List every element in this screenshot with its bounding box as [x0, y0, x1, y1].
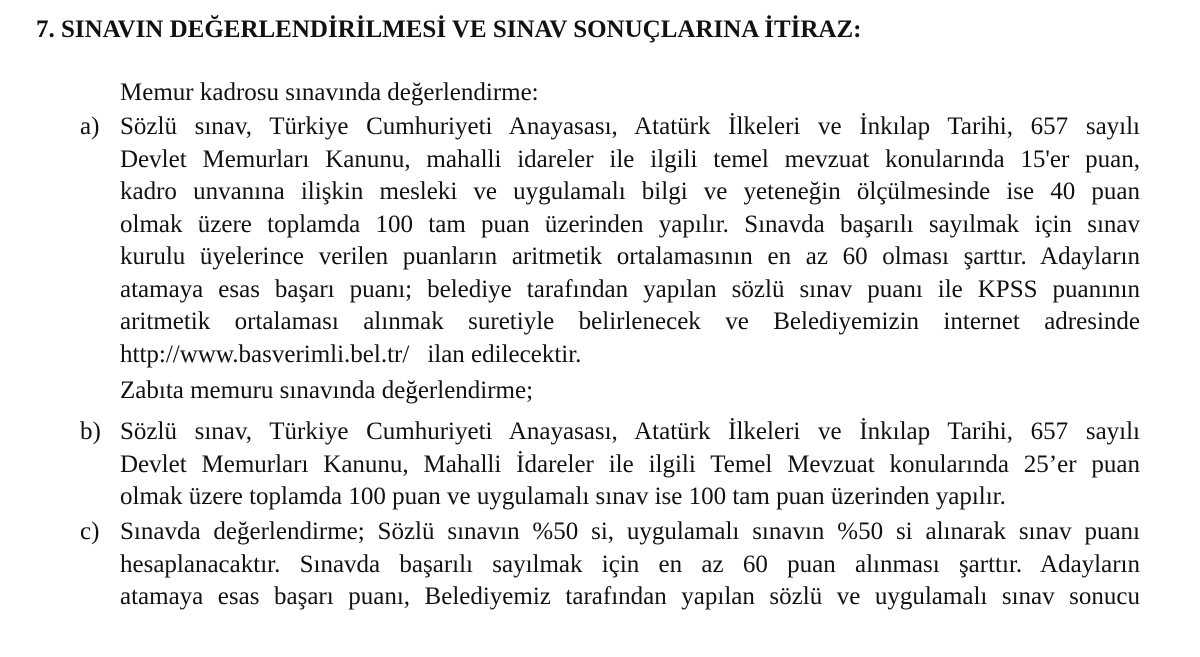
- url-suffix-text: ilan edilecektir.: [427, 340, 582, 368]
- text-line: olmak üzere toplamda 100 puan ve uygulamalı sınav ise 100 tam puan üzerinden yapılır.: [120, 483, 1006, 510]
- text-line: atamaya esas başarı puanı, Belediyemiz tarafından yapılan sözlü ve uygulamalı sınav sonucu: [120, 583, 1140, 610]
- website-url-link[interactable]: http://www.basverimli.bel.tr/: [120, 340, 410, 368]
- text-line: Sözlü sınav, Türkiye Cumhuriyeti Anayasası, Atatürk İlkeleri ve İnkılap Tarihi, 657 sayılı: [120, 113, 1140, 140]
- text-line: kurulu üyelerince verilen puanların aritmetik ortalamasının en az 60 olması şarttır. Adayların: [120, 243, 1140, 270]
- text-line: Devlet Memurları Kanunu, mahalli idareler ile ilgili temel mevzuat konularında 15'er puan,: [120, 145, 1140, 173]
- text-line: atamaya esas başarı puanı; belediye tarafından yapılan sözlü sınav puanı ile KPSS puanının: [120, 275, 1140, 303]
- text-line: Devlet Memurları Kanunu, Mahalli İdareler ile ilgili Temel Mevzuat konularında 25’er puan: [120, 450, 1140, 478]
- intro-memur-evaluation: Memur kadrosu sınavında değerlendirme:: [120, 79, 539, 106]
- text-line: kadro unvanına ilişkin mesleki ve uygulamalı bilgi ve yeteneğin ölçülmesinde ise 40 puan: [120, 178, 1140, 205]
- text-line: [120, 339, 1140, 372]
- list-marker-c: c): [80, 518, 100, 545]
- list-marker-a: a): [80, 113, 100, 140]
- list-marker-b: b): [80, 418, 101, 445]
- list-item-c-text: [120, 516, 1140, 614]
- text-line: Sözlü sınav, Türkiye Cumhuriyeti Anayasası, Atatürk İlkeleri ve İnkılap Tarihi, 657 sayılı: [120, 418, 1140, 445]
- intro-zabita-evaluation: Zabıta memuru sınavında değerlendirme;: [120, 377, 534, 404]
- text-line: olmak üzere toplamda 100 tam puan üzerinden yapılır. Sınavda başarılı sayılmak için sınav: [120, 210, 1140, 238]
- text-line: hesaplanacaktır. Sınavda başarılı sayılmak için en az 60 puan alınması şarttır. Adayların: [120, 550, 1140, 578]
- text-line: aritmetik ortalaması alınmak suretiyle belirlenecek ve Belediyemizin internet adresinde: [120, 308, 1140, 335]
- list-item-a-text: [120, 111, 1140, 371]
- section-heading: 7. SINAVIN DEĞERLENDİRİLMESİ VE SINAV SONUÇLARINA İTİRAZ:: [36, 16, 862, 43]
- text-line: Sınavda değerlendirme; Sözlü sınavın %50 si, uygulamalı sınavın %50 si alınarak sınav puanı: [120, 518, 1140, 545]
- list-item-b-text: [120, 416, 1140, 514]
